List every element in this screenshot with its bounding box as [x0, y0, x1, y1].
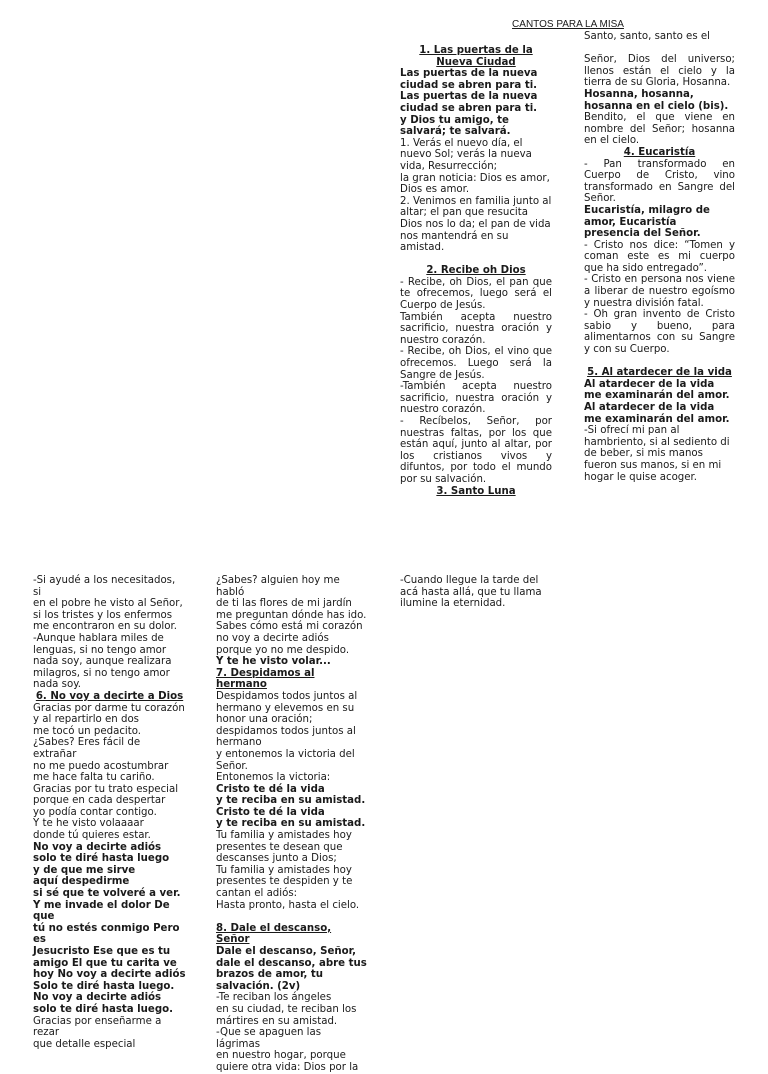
column-5 — [400, 575, 542, 635]
lyric-paragraph: Gracias por darme tu corazón y al repartirlo en dos me tocó un pedacito. ¿Sabes? Eres fácil de extrañar no me puedo acostumbrar me hace falta tu cariño. Gracias por tu trato especial porque en cada despertar yo podía contar contigo. Y te he visto volaaaar donde tú quieres estar. — [33, 702, 185, 842]
lyric-paragraph: -También acepta nuestro sacrificio, nuestra oración y nuestro corazón. — [400, 381, 552, 416]
lyric-paragraph: -Aunque hablara miles de lenguas, si no tengo amor nada soy, aunque realizara milagros, si no tengo amor nada soy. — [33, 632, 172, 691]
lyric-paragraph: Eucaristía, milagro de amor, Eucaristía presencia del Señor. — [584, 204, 710, 240]
song-heading: 2. Recibe oh Dios — [426, 265, 526, 277]
lyric-paragraph: Gracias por enseñarme a rezar que detalle especial — [33, 1015, 162, 1050]
lyric-paragraph: - Cristo en persona nos viene a liberar de nuestro egoísmo y nuestra división fatal. — [584, 274, 735, 309]
column-3 — [33, 575, 186, 1050]
lyric-paragraph: Al atardecer de la vida me examinarán del amor. Al atardecer de la vida me examinarán del amor. — [584, 378, 730, 425]
lyric-paragraph: Despidamos todos juntos al hermano y elevemos en su honor una oración; despidamos todos juntos al hermano y entonemos la victoria del Señor. Entonemos la victoria: — [216, 690, 358, 784]
song-heading: 8. Dale el descanso, Señor — [216, 922, 332, 946]
lyric-paragraph: -Si ayudé a los necesitados, si en el pobre he visto al Señor, si los tristes y los enfermos me encontraron en su dolor. — [33, 575, 183, 633]
lyric-paragraph: - Recíbelos, Señor, por nuestras faltas, por los que están aquí, junto al altar, por los cristianos vivos y difuntos, por todo el mundo por su salvación. — [400, 416, 552, 485]
lyric-paragraph: Hosanna, hosanna, hosanna en el cielo (bis). — [584, 88, 729, 112]
lyric-paragraph: Y te he visto volar... — [216, 656, 331, 668]
song-heading: 3. Santo Luna — [436, 485, 516, 497]
lyric-paragraph: Tu familia y amistades hoy presentes te desean que descanses junto a Dios; Tu familia y amistades hoy presentes te despiden y te cantan el adiós: Hasta pronto, hasta el cielo. — [216, 830, 360, 911]
lyric-paragraph: Señor, Dios del universo; llenos están el cielo y la tierra de su Gloria, Hosanna. — [584, 54, 735, 89]
lyric-paragraph: -Si ofrecí mi pan al hambriento, si al sediento di de beber, si mis manos fueron sus manos, si en mi hogar le quise acoger. — [584, 425, 730, 483]
lyric-paragraph: - Recibe, oh Dios, el pan que te ofrecemos, luego será el Cuerpo de Jesús. — [400, 276, 552, 312]
lyric-paragraph: Dale el descanso, Señor, dale el descanso, abre tus brazos de amor, tu salvación. (2v) — [216, 946, 367, 992]
column-4 — [216, 575, 367, 1073]
song-heading: 7. Despidamos al hermano — [216, 667, 315, 691]
lyric-paragraph: También acepta nuestro sacrificio, nuestra oración y nuestro corazón. — [400, 311, 552, 346]
song-heading: 4. Eucaristía — [623, 146, 696, 158]
column-1 — [400, 45, 552, 505]
lyric-paragraph: - Pan transformado en Cuerpo de Cristo, vino transformado en Sangre del Señor. — [584, 158, 735, 205]
song-heading: 6. No voy a decirte a Dios — [35, 690, 184, 702]
lyric-paragraph: - Recibe, oh Dios, el vino que ofrecemos. Luego será la Sangre de Jesús. — [400, 346, 552, 381]
lyric-paragraph: Las puertas de la nueva ciudad se abren para ti. Las puertas de la nueva ciudad se abren para ti. y Dios tu amigo, te salvará; te salvará. — [400, 68, 538, 138]
lyric-paragraph: ¿Sabes? alguien hoy me habló de ti las flores de mi jardín me preguntan dónde has ido. Sabes cómo está mi corazón no voy a decirte adiós porque yo no me despido. — [216, 575, 367, 656]
lyric-paragraph: Cristo te dé la vida y te reciba en su amistad. Cristo te dé la vida y te reciba en su amistad. — [216, 783, 366, 830]
lyric-paragraph: No voy a decirte adiós solo te diré hasta luego y de que me sirve aquí despedirme si sé que te volveré a ver. Y me invade el dolor De que tú no estés conmigo Pero es Jesucristo Ese que es tu amigo El que tu carita ve hoy No voy a decirte adiós Solo te diré hasta luego. No voy a decirte adiós solo te diré hasta luego. — [33, 841, 186, 1015]
lyric-paragraph: - Cristo nos dice: “Tomen y coman este es mi cuerpo que ha sido entregado”. — [584, 239, 735, 274]
lyric-paragraph: 2. Venimos en familia junto al altar; el pan que resucita Dios nos lo da; el pan de vida nos mantendrá en su amistad. — [400, 195, 552, 254]
lyric-paragraph: 1. Verás el nuevo día, el nuevo Sol; verás la nueva vida, Resurrección; la gran noticia: Dios es amor, Dios es amor. — [400, 137, 550, 196]
song-heading: 5. Al atardecer de la vida — [587, 367, 732, 379]
lyric-paragraph: -Te reciban los ángeles en su ciudad, te reciban los mártires en su amistad. -Que se apaguen las lágrimas en nuestro hogar, porque quiere otra vida: Dios por la — [216, 992, 359, 1073]
lyric-paragraph: - Oh gran invento de Cristo sabio y bueno, para alimentarnos con su Sangre y con su Cuerpo. — [584, 309, 735, 356]
lyric-paragraph: -Cuando llegue la tarde del acá hasta allá, que tu llama ilumine la eternidad. — [400, 575, 542, 610]
lyric-paragraph: Santo, santo, santo es el — [584, 31, 710, 42]
lyric-paragraph: Bendito, el que viene en nombre del Señor; hosanna en el cielo. — [584, 112, 735, 147]
column-2 — [584, 31, 735, 491]
song-heading: 1. Las puertas de la Nueva Ciudad — [419, 45, 533, 68]
document-title: CANTOS PARA LA MISA — [512, 19, 624, 30]
